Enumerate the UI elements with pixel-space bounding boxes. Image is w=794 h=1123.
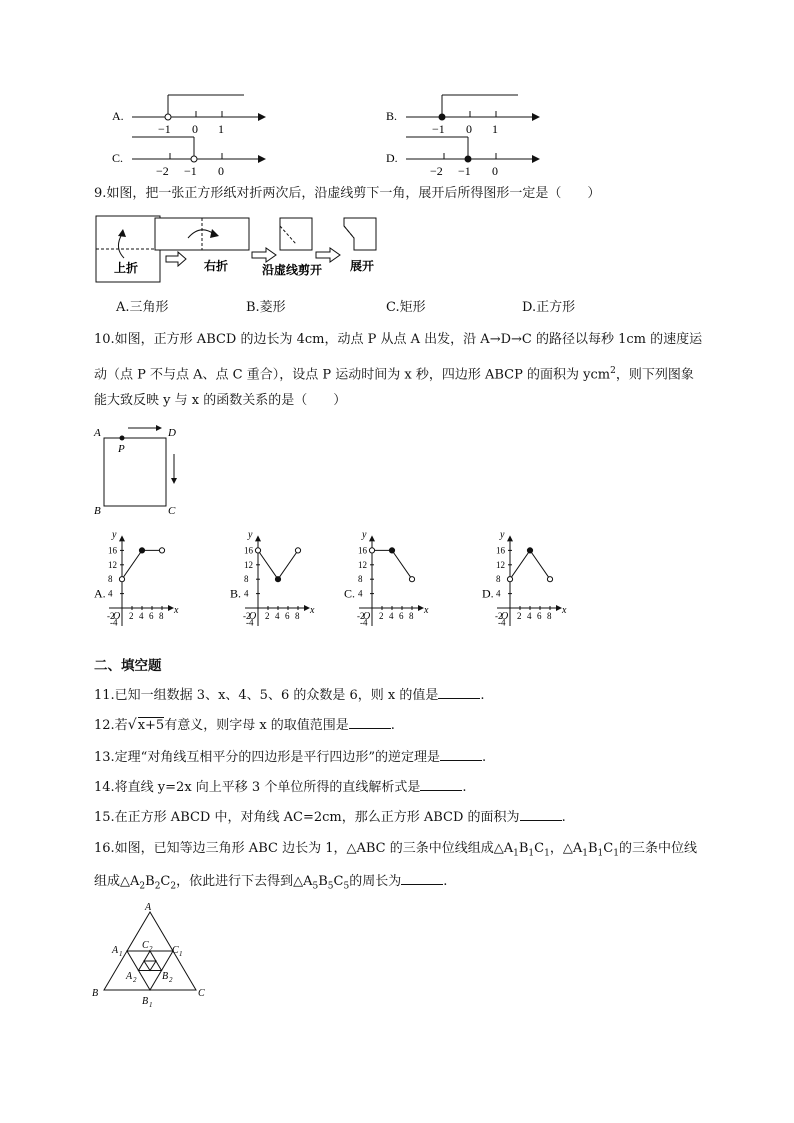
x-tick-label: -2 <box>243 611 251 621</box>
x-tick-label: -2 <box>495 611 503 621</box>
y-axis-label: y <box>500 529 505 541</box>
q10-graph-a <box>92 524 216 636</box>
x-tick-label: 2 <box>129 611 134 621</box>
q8-option-a-label: A. <box>112 109 124 123</box>
y-axis-label: y <box>362 529 367 541</box>
q8-option-d-figure <box>384 130 544 180</box>
x-tick-label: 6 <box>537 611 542 621</box>
svg-text:1: 1 <box>179 950 183 958</box>
q8-b-tick-3: 1 <box>492 122 498 136</box>
q9-option-d: D.正方形 <box>522 300 576 315</box>
q9-step4-figure <box>340 216 390 276</box>
graph-point <box>275 577 280 582</box>
x-tick-label: 8 <box>547 611 552 621</box>
x-axis-label: x <box>174 605 179 616</box>
graph-point <box>527 548 532 553</box>
x-tick-label: 6 <box>285 611 290 621</box>
y-tick-label: 16 <box>358 545 367 556</box>
q8-c-tick-2: −1 <box>184 164 197 178</box>
y-axis-label: y <box>248 529 253 541</box>
q12-answer-blank[interactable] <box>349 716 391 729</box>
y-axis-label: y <box>112 529 117 541</box>
y-tick-label: 12 <box>358 559 367 570</box>
q9-step2-figure <box>154 216 254 276</box>
q8-d-tick-2: −1 <box>458 164 471 178</box>
q10-unit-superscript: 2 <box>610 366 616 376</box>
q10-line-3: 能大致反映 y 与 x 的函数关系的是（ ） <box>94 393 347 408</box>
graph-point <box>255 548 260 553</box>
graph-point <box>547 577 552 582</box>
q16-label-b2: B <box>162 971 169 982</box>
q10-line-1: 10.如图，正方形 ABCD 的边长为 4cm，动点 P 从点 A 出发，沿 A→D→C 的路径以每秒 1cm 的速度运 <box>94 332 703 347</box>
y-tick-label: 8 <box>108 574 113 585</box>
q10-graph-d <box>480 524 604 636</box>
graph-point <box>159 548 164 553</box>
x-tick-label: 6 <box>399 611 404 621</box>
q9-question-text: 9.如图，把一张正方形纸对折两次后，沿虚线剪下一角，展开后所得图形一定是（ ） <box>94 186 601 201</box>
q13 <box>94 748 486 767</box>
y-tick-label: 12 <box>244 559 253 570</box>
q8-a-tick-3: 1 <box>218 122 224 136</box>
graph-point <box>369 548 374 553</box>
q14-answer-blank[interactable] <box>420 778 462 791</box>
graph-point <box>295 548 300 553</box>
q11-end: . <box>480 688 485 703</box>
x-axis-label: x <box>310 605 315 616</box>
q9-step-2: 右折 <box>204 259 229 273</box>
q13-end: . <box>481 750 487 765</box>
graph-point <box>389 548 394 553</box>
q16-label-c2: C <box>142 940 149 951</box>
q12 <box>94 716 395 735</box>
q10-graph-label: A. <box>94 586 106 601</box>
q12-post: 有意义，则字母 x 的取值范围是 <box>164 718 349 733</box>
q16-label-b1: B <box>142 996 149 1007</box>
q16-line2b: ，依此进行下去得到△A <box>176 874 313 889</box>
q14-text: 14.将直线 y=2x 向上平移 3 个单位所得的直线解析式是 <box>94 780 421 795</box>
q14 <box>94 778 466 797</box>
q12-end: . <box>390 718 395 733</box>
y-tick-label: 12 <box>108 559 117 570</box>
y-tick-label: 4 <box>108 588 113 599</box>
q16-label-a1: A <box>112 945 119 956</box>
q16-end: . <box>443 874 448 889</box>
q16-line-1: 16.如图，已知等边三角形 ABC 边长为 1，△ABC 的三条中位线组成$\triangle A_1B_1C_1$，$\triangle A_1B_1C_1$的三条中位线 <box>94 841 697 859</box>
q16-line2a: 组成△A <box>94 874 140 889</box>
y-tick-label: 8 <box>496 574 501 585</box>
y-tick-label: -4 <box>246 617 254 628</box>
svg-text:2: 2 <box>169 976 173 984</box>
q9-option-a: A.三角形 <box>116 300 169 315</box>
x-tick-label: -2 <box>107 611 115 621</box>
graph-point <box>409 577 414 582</box>
q10-label-a: A <box>94 427 101 439</box>
q9-step-4: 展开 <box>350 259 375 273</box>
q11 <box>94 686 485 705</box>
y-tick-label: 4 <box>358 588 363 599</box>
q12-radical <box>128 717 165 735</box>
q8-a-tick-2: 0 <box>192 122 198 136</box>
q8-option-c-figure <box>110 130 270 180</box>
x-tick-label: 4 <box>527 611 532 621</box>
q10-line-2a: 动（点 P 不与点 A、点 C 重合），设点 P 运动时间为 x 秒，四边形 ABCP 的面积为 ycm <box>94 367 611 383</box>
x-tick-label: 4 <box>389 611 394 621</box>
svg-text:2: 2 <box>149 945 153 953</box>
y-tick-label: 4 <box>496 588 501 599</box>
y-tick-label: -4 <box>110 617 118 628</box>
x-tick-label: 6 <box>149 611 154 621</box>
q16-label-a2: A <box>126 971 133 982</box>
q16-triangle-figure <box>90 900 210 1012</box>
q10-label-c: C <box>168 505 176 517</box>
q9-step-3: 沿虚线剪开 <box>262 263 323 276</box>
q10-label-p: P <box>118 443 125 455</box>
q16-label-c1: C <box>172 945 179 956</box>
q10-graph-label: D. <box>482 586 494 601</box>
q9-option-c: C.矩形 <box>386 300 426 315</box>
q15 <box>94 808 566 827</box>
q10-graph-label: C. <box>344 586 356 601</box>
q12-radicand: x+5 <box>137 718 165 733</box>
q12-pre: 12.若 <box>94 718 128 733</box>
q8-d-tick-3: 0 <box>492 164 498 178</box>
x-tick-label: 8 <box>295 611 300 621</box>
origin-label: O <box>501 611 509 622</box>
q16-line1c: 的三条中位线 <box>618 841 697 856</box>
q8-b-tick-2: 0 <box>466 122 472 136</box>
y-tick-label: 16 <box>108 545 117 556</box>
graph-point <box>507 577 512 582</box>
graph-point <box>119 577 124 582</box>
q16-line1a: 16.如图，已知等边三角形 ABC 边长为 1，△ABC 的三条中位线组成△A <box>94 841 514 856</box>
q9-option-b: B.菱形 <box>246 300 286 315</box>
q8-b-tick-1: −1 <box>432 122 445 136</box>
y-tick-label: 8 <box>358 574 363 585</box>
y-tick-label: 8 <box>244 574 249 585</box>
x-axis-label: x <box>562 605 567 616</box>
graph-point <box>139 548 144 553</box>
x-tick-label: -2 <box>357 611 365 621</box>
sqrt-icon: √ <box>127 717 137 733</box>
q16-label-b: B <box>92 988 99 999</box>
q9-step-1: 上折 <box>114 261 139 275</box>
q16-line2c: 的周长为 <box>349 874 402 889</box>
q10-graph-b <box>228 524 352 636</box>
origin-label: O <box>113 611 121 622</box>
q8-option-c-label: C. <box>112 151 124 165</box>
q10-label-b: B <box>94 505 101 517</box>
y-tick-label: 4 <box>244 588 249 599</box>
x-axis-label: x <box>424 605 429 616</box>
q16-label-c: C <box>198 988 205 999</box>
y-tick-label: 16 <box>244 545 253 556</box>
q14-end: . <box>462 780 467 795</box>
origin-label: O <box>363 611 371 622</box>
q8-a-tick-1: −1 <box>158 122 171 136</box>
q10-graph-label: B. <box>230 586 242 601</box>
q15-text: 15.在正方形 ABCD 中，对角线 AC=2cm，那么正方形 ABCD 的面积为 <box>94 810 520 825</box>
q10-graphs <box>92 524 612 640</box>
x-tick-label: 4 <box>139 611 144 621</box>
svg-text:1: 1 <box>119 950 123 958</box>
origin-label: O <box>249 611 257 622</box>
y-tick-label: -4 <box>360 617 368 628</box>
q8-c-tick-3: 0 <box>218 164 224 178</box>
y-tick-label: 16 <box>496 545 505 556</box>
q10-line-2 <box>94 362 694 384</box>
x-tick-label: 2 <box>517 611 522 621</box>
svg-text:1: 1 <box>149 1001 153 1009</box>
q16-answer-blank[interactable] <box>401 872 443 885</box>
q11-answer-blank[interactable] <box>438 686 480 699</box>
x-tick-label: 2 <box>379 611 384 621</box>
q8-option-b-label: B. <box>386 109 398 123</box>
q15-end: . <box>561 810 566 825</box>
q13-text: 13.定理“对角线互相平分的四边形是平行四边形”的逆定理是 <box>94 750 440 765</box>
x-tick-label: 4 <box>275 611 280 621</box>
q10-label-d: D <box>168 427 176 439</box>
x-tick-label: 2 <box>265 611 270 621</box>
q10-square-figure <box>92 422 192 518</box>
q10-line-2b: ，则下列图象 <box>615 367 694 383</box>
q8-c-tick-1: −2 <box>156 164 169 178</box>
q11-text: 11.已知一组数据 3、x、4、5、6 的众数是 6，则 x 的值是 <box>94 688 439 703</box>
q10-graph-c <box>342 524 466 636</box>
x-tick-label: 8 <box>409 611 414 621</box>
y-tick-label: 12 <box>496 559 505 570</box>
y-tick-label: -4 <box>498 617 506 628</box>
q8-d-tick-1: −2 <box>430 164 443 178</box>
q13-answer-blank[interactable] <box>440 748 482 761</box>
q8-option-d-label: D. <box>386 151 398 165</box>
q16-line1b: ，△A <box>549 841 583 856</box>
x-tick-label: 8 <box>159 611 164 621</box>
section-title: 二、填空题 <box>94 658 162 674</box>
svg-text:2: 2 <box>133 976 137 984</box>
q15-answer-blank[interactable] <box>520 808 562 821</box>
q16-label-a: A <box>145 902 152 913</box>
q16-line-2: 组成$\triangle A_2B_2C_2$，依此进行下去得到$\triangle A_5B_5C_5$的周长为 . <box>94 874 448 892</box>
